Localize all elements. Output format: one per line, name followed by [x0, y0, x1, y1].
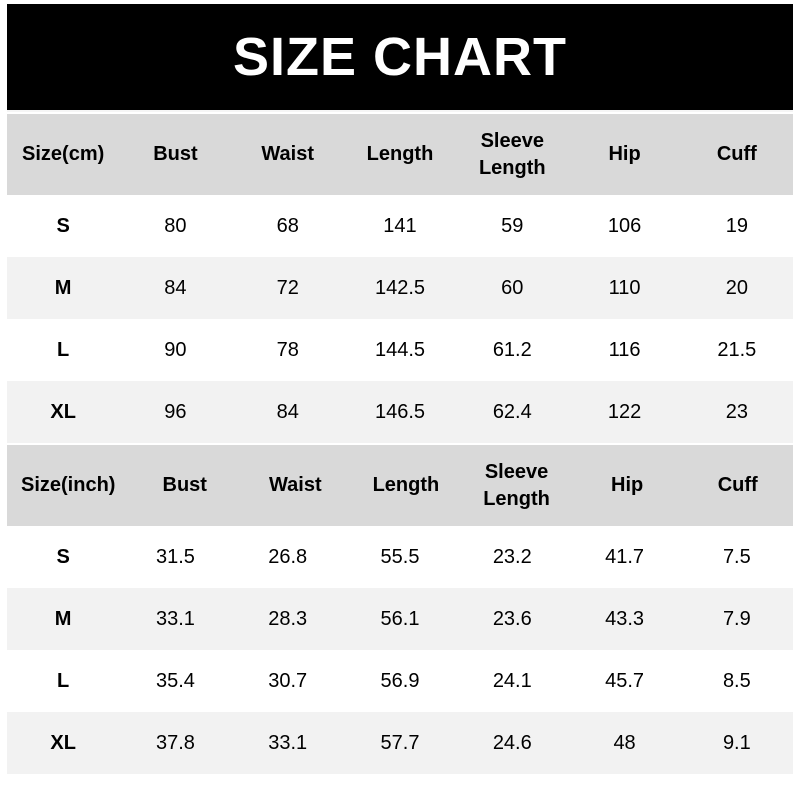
value-cell: 116	[608, 338, 641, 361]
value-cell: 23	[725, 400, 748, 423]
value-cell: 90	[164, 338, 187, 361]
size-cell: XL	[50, 400, 76, 423]
value-cell: 110	[608, 276, 641, 299]
value-cell: 35.4	[155, 669, 195, 692]
title-bar	[7, 4, 793, 112]
table-row-inch-l	[7, 650, 793, 712]
value-cell: 7.5	[722, 545, 751, 568]
value-cell: 26.8	[268, 545, 308, 568]
header-cell-sleeve-length: Sleeve Length	[478, 129, 546, 179]
header-cell-cuff: Cuff	[716, 143, 757, 165]
header-cell-bust: Bust	[162, 474, 207, 496]
value-cell: 30.7	[268, 669, 308, 692]
value-cell: 106	[607, 214, 642, 237]
table-row-inch-m	[7, 588, 793, 650]
size-cell: L	[57, 338, 70, 361]
size-cell: XL	[50, 731, 76, 754]
size-cell: S	[56, 545, 70, 568]
size-cell: S	[56, 214, 70, 237]
value-cell: 59	[501, 214, 524, 237]
value-cell: 48	[613, 731, 636, 754]
table-row-cm-s	[7, 195, 793, 257]
value-cell: 31.5	[155, 545, 195, 568]
value-cell: 24.1	[492, 669, 532, 692]
header-cell-waist: Waist	[269, 474, 322, 496]
chart-title: SIZE CHART	[233, 27, 567, 87]
value-cell: 146.5	[374, 400, 426, 423]
size-table-inch	[7, 443, 793, 774]
value-cell: 24.6	[492, 731, 532, 754]
header-cell-size-cm: Size(cm)	[22, 143, 105, 165]
table-row-inch-xl	[7, 712, 793, 774]
value-cell: 72	[276, 276, 299, 299]
value-cell: 62.4	[492, 400, 532, 423]
table-row-cm-m	[7, 257, 793, 319]
size-cell: L	[57, 669, 70, 692]
header-cell-waist: Waist	[261, 143, 314, 165]
header-cell-bust: Bust	[153, 143, 198, 165]
value-cell: 7.9	[722, 607, 751, 630]
value-cell: 23.6	[492, 607, 532, 630]
value-cell: 84	[276, 400, 299, 423]
value-cell: 43.3	[605, 607, 645, 630]
value-cell: 41.7	[605, 545, 645, 568]
table-row-inch-s	[7, 526, 793, 588]
value-cell: 56.9	[380, 669, 420, 692]
value-cell: 21.5	[717, 338, 757, 361]
header-cell-size-inch: Size(inch)	[21, 474, 116, 496]
value-cell: 80	[164, 214, 187, 237]
size-table-cm	[7, 112, 793, 443]
value-cell: 45.7	[605, 669, 645, 692]
value-cell: 57.7	[380, 731, 420, 754]
value-cell: 60	[501, 276, 524, 299]
value-cell: 33.1	[155, 607, 195, 630]
header-cell-length: Length	[366, 143, 434, 165]
value-cell: 122	[607, 400, 642, 423]
value-cell: 9.1	[722, 731, 751, 754]
header-cell-sleeve-length: Sleeve Length	[483, 460, 550, 510]
table-header-row-inch	[7, 443, 793, 526]
header-cell-cuff: Cuff	[717, 474, 758, 496]
value-cell: 84	[164, 276, 187, 299]
table-row-cm-l	[7, 319, 793, 381]
size-cell: M	[54, 607, 72, 630]
value-cell: 8.5	[722, 669, 751, 692]
value-cell: 78	[276, 338, 299, 361]
header-cell-length: Length	[372, 474, 440, 496]
header-cell-hip: Hip	[608, 143, 641, 165]
value-cell: 96	[164, 400, 187, 423]
table-header-row-cm	[7, 112, 793, 195]
value-cell: 23.2	[492, 545, 532, 568]
value-cell: 33.1	[268, 731, 308, 754]
value-cell: 141	[383, 214, 417, 237]
value-cell: 55.5	[380, 545, 420, 568]
value-cell: 144.5	[374, 338, 426, 361]
value-cell: 28.3	[268, 607, 308, 630]
table-row-cm-xl	[7, 381, 793, 443]
size-cell: M	[54, 276, 72, 299]
value-cell: 19	[725, 214, 748, 237]
value-cell: 142.5	[374, 276, 426, 299]
value-cell: 61.2	[492, 338, 532, 361]
header-cell-hip: Hip	[611, 474, 644, 496]
value-cell: 37.8	[155, 731, 195, 754]
value-cell: 68	[276, 214, 299, 237]
value-cell: 20	[725, 276, 748, 299]
value-cell: 56.1	[380, 607, 420, 630]
